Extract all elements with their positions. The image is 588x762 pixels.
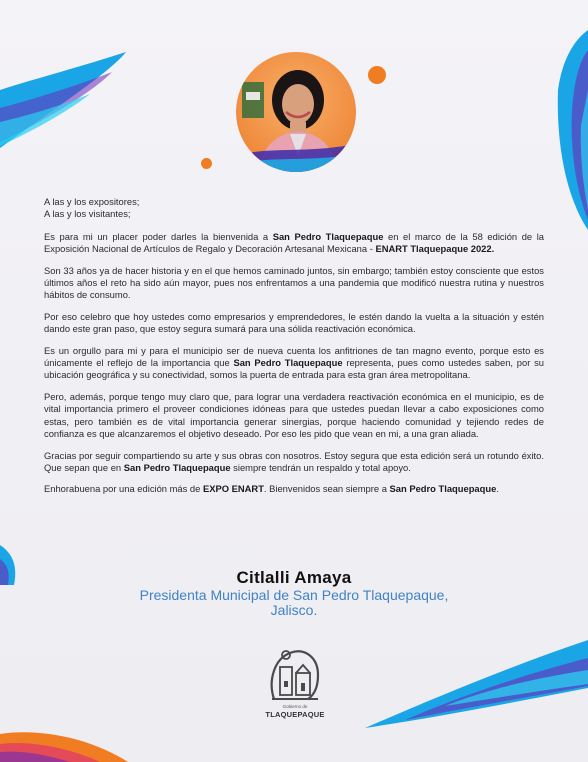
church-logo-icon	[268, 645, 322, 703]
brush-stroke-top-right	[548, 30, 588, 230]
logo-big-text: TLAQUEPAQUE	[265, 710, 325, 719]
orange-dot-left	[201, 158, 212, 169]
greeting-line-2: A las y los visitantes;	[44, 208, 131, 220]
paragraph-6: Gracias por seguir compartiendo su arte y sus obras con nosotros. Estoy segura que esta edición será un rotundo éxito. Que sepan que en San Pedro Tlaquepaque siempre tendrán un respaldo y total apoyo.	[44, 449, 544, 473]
brush-stroke-top-left	[0, 50, 130, 160]
paragraph-4: Es un orgullo para mi y para el municipio ser de nueva cuenta los anfitriones de tan magno evento, porque esto es únicamente el reflejo de la importancia que San Pedro Tlaquepaque representa, pues como ustedes saben, por su ubicación geográfica y su conectividad, somos la puerta de entrada para esta gran área metropolitana.	[44, 344, 544, 381]
brush-stroke-bottom-left	[0, 726, 130, 762]
paragraph-2: Son 33 años ya de hacer historia y en el que hemos caminado juntos, sin embargo; también estoy consciente que estos últimos años el reto ha sido aún mayor, pues nos enfrentamos a una pandemia que modificó nuestra rutina y nuestros hábitos de consumo.	[44, 264, 544, 301]
paragraph-7: Enhorabuena por una edición más de EXPO ENART. Bienvenidos sean siempre a San Pedro Tlaquepaque.	[44, 483, 499, 495]
greeting-line-1: A las y los expositores;	[44, 196, 140, 207]
paragraph-5: Pero, además, porque tengo muy claro que, para lograr una verdadera reactivación económica en el municipio, es de vital importancia primero el proveer condiciones idóneas para que ustedes puedan llevar a cabo exposiciones como estas, pero también es de vital importancia generar sinergias, porque haciendo comunidad y tejiendo redes de confianza es que alcanzaremos el objetivo deseado. Por eso les pido que vean en mi, a una gran aliada.	[44, 390, 544, 440]
paragraph-3: Por eso celebro que hoy ustedes como empresarios y emprendedores, le estén dando la vuelta a la situación y estén dando este gran paso, que estoy segura sumará para una sólida reactivación económica.	[44, 310, 544, 335]
welcome-letter	[44, 196, 544, 505]
woman-portrait-icon	[236, 52, 356, 172]
brush-stroke-bottom-right	[365, 640, 588, 730]
tlaquepaque-logo	[265, 645, 325, 727]
signature-title: Presidenta Municipal de San Pedro Tlaquepaque, Jalisco.	[139, 587, 449, 618]
signature-name: Citlalli Amaya	[236, 568, 352, 587]
logo-small-text: Gobierno de	[282, 704, 308, 709]
portrait-photo	[236, 52, 356, 172]
paragraph-1: Es para mi un placer poder darles la bienvenida a San Pedro Tlaquepaque en el marco de la 58 edición de la Exposición Nacional de Artículos de Regalo y Decoración Artesanal Mexicana - ENART Tlaquepaque 2022.	[44, 230, 544, 255]
orange-dot-right	[368, 66, 386, 84]
